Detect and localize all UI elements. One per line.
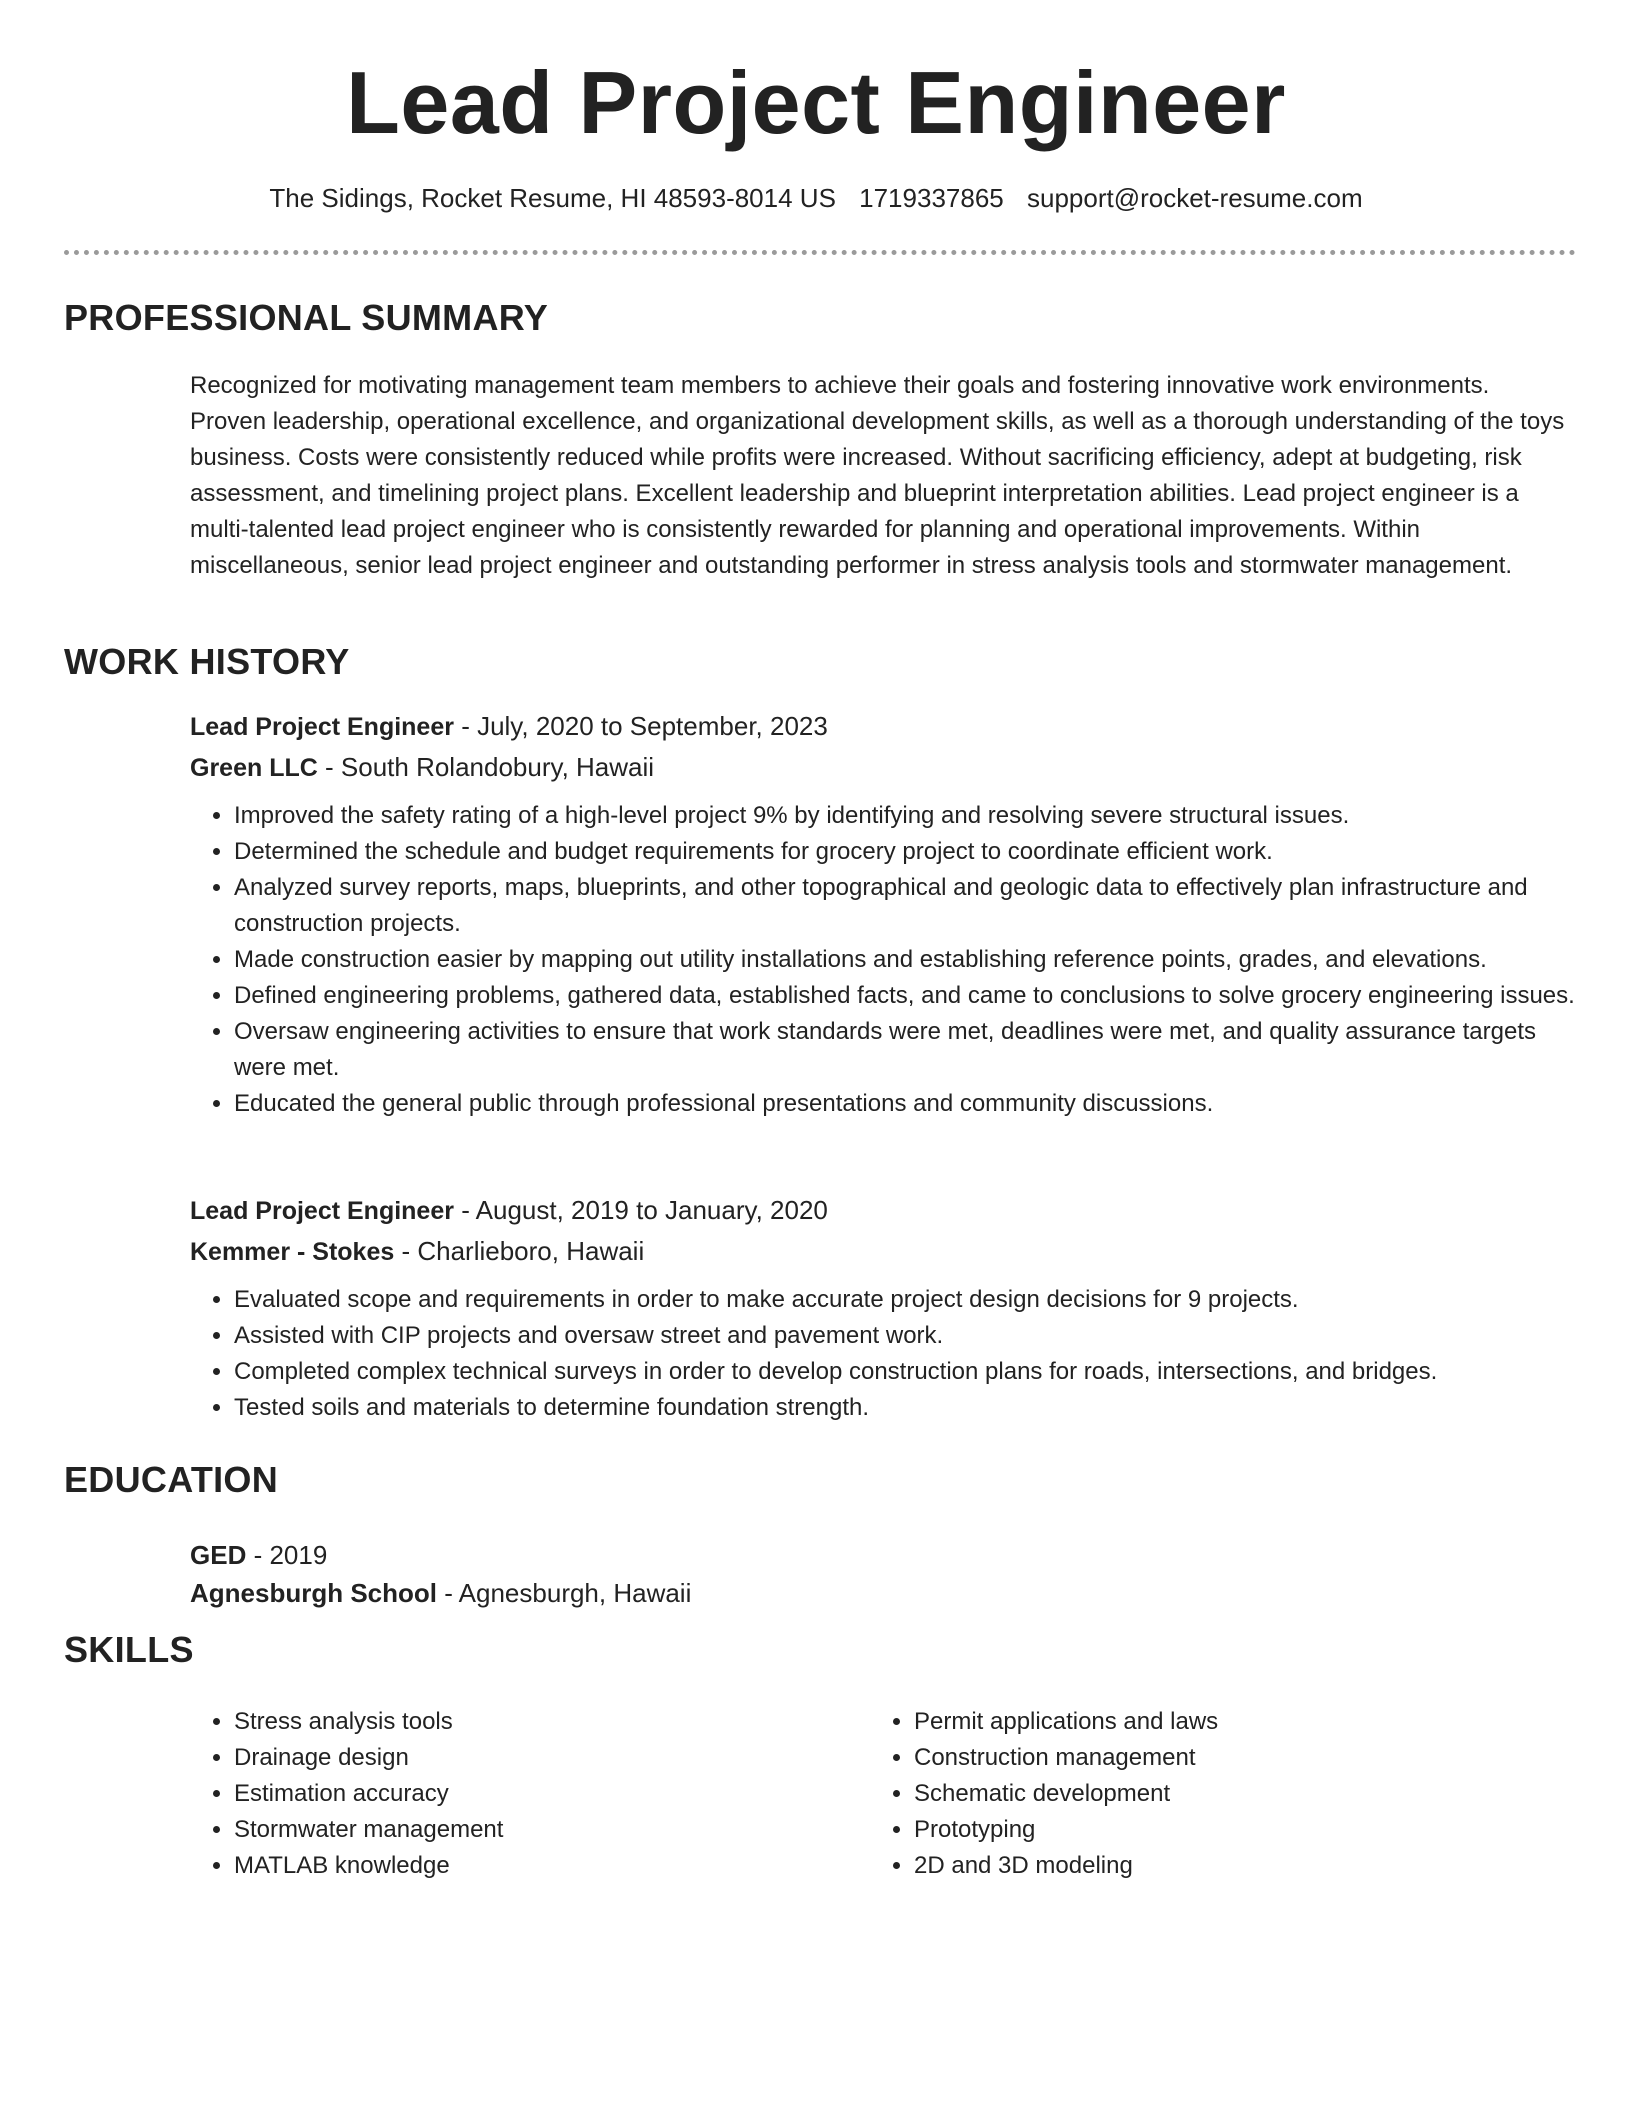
list-item: • Stormwater management [234, 1812, 834, 1848]
education-year: - 2019 [246, 1540, 328, 1570]
list-item: • Improved the safety rating of a high-level project 9% by identifying and resolving severe structural issues. [234, 798, 1580, 834]
list-item: • Made construction easier by mapping out utility installations and establishing reference points, grades, and elevations. [234, 942, 1580, 978]
address: The Sidings, Rocket Resume, HI 48593-8014 US [269, 183, 836, 213]
job-title-line [190, 1190, 1580, 1231]
list-item: • Determined the schedule and budget requirements for grocery project to coordinate efficient work. [234, 834, 1580, 870]
job-entry [190, 1190, 1580, 1426]
list-item: • Defined engineering problems, gathered data, established facts, and came to conclusions to solve grocery engineering issues. [234, 978, 1580, 1014]
contact-line [0, 180, 1632, 216]
education-entry [190, 1536, 1490, 1612]
phone: 1719337865 [859, 183, 1004, 213]
header-divider [64, 250, 1576, 255]
education-school: Agnesburgh School [190, 1578, 437, 1608]
section-title-education: EDUCATION [64, 1459, 279, 1500]
list-item: • Evaluated scope and requirements in order to make accurate project design decisions for 9 projects. [234, 1282, 1580, 1318]
job-entry [190, 706, 1580, 1122]
resume-name: Lead Project Engineer [346, 53, 1286, 152]
list-item: • Construction management [914, 1740, 1514, 1776]
list-item: • Estimation accuracy [234, 1776, 834, 1812]
job-role: Lead Project Engineer [190, 713, 454, 741]
list-item: • 2D and 3D modeling [914, 1848, 1514, 1884]
job-location: - Charlieboro, Hawaii [394, 1236, 645, 1266]
education-school-line [190, 1574, 1490, 1612]
job-title-line [190, 706, 1580, 747]
job-bullets [190, 798, 1580, 1122]
job-company-line [190, 747, 1580, 788]
job-dates: - August, 2019 to January, 2020 [453, 1195, 828, 1225]
education-location: - Agnesburgh, Hawaii [437, 1578, 692, 1608]
job-role: Lead Project Engineer [190, 1197, 454, 1225]
list-item: • Stress analysis tools [234, 1704, 834, 1740]
list-item: • Schematic development [914, 1776, 1514, 1812]
summary-text: Recognized for motivating management team members to achieve their goals and fostering innovative work environments. Proven leadership, operational excellence, and organizational development skills, as well as a thorough understanding of the toys business. Costs were consistently reduced while profits were increased. Without sacrificing efficiency, adept at budgeting, risk assessment, and timelining project plans. Excellent leadership and blueprint interpretation abilities. Lead project engineer is a multi-talented lead project engineer who is consistently rewarded for planning and operational improvements. Within miscellaneous, senior lead project engineer and outstanding performer in stress analysis tools and stormwater management. [190, 372, 1565, 579]
list-item: • Completed complex technical surveys in order to develop construction plans for roads, intersections, and bridges. [234, 1354, 1580, 1390]
education-degree: GED [190, 1540, 247, 1570]
skills-column-right [870, 1704, 1514, 1884]
job-company: Kemmer - Stokes [190, 1238, 395, 1266]
list-item: • Tested soils and materials to determine foundation strength. [234, 1390, 1580, 1426]
job-location: - South Rolandobury, Hawaii [317, 752, 655, 782]
list-item: • Drainage design [234, 1740, 834, 1776]
list-item: • Educated the general public through professional presentations and community discussions. [234, 1086, 1580, 1122]
skills-column-left [190, 1704, 834, 1884]
list-item: • Oversaw engineering activities to ensure that work standards were met, deadlines were met, and quality assurance targets were met. [234, 1014, 1580, 1086]
email[interactable]: support@rocket-resume.com [1026, 183, 1363, 213]
education-degree-line [190, 1536, 1490, 1574]
list-item: • Assisted with CIP projects and oversaw street and pavement work. [234, 1318, 1580, 1354]
job-dates: - July, 2020 to September, 2023 [453, 711, 828, 741]
job-company: Green LLC [190, 754, 318, 782]
section-title-summary: PROFESSIONAL SUMMARY [64, 297, 549, 338]
job-company-line [190, 1231, 1580, 1272]
list-item: • Prototyping [914, 1812, 1514, 1848]
section-title-skills: SKILLS [64, 1629, 194, 1670]
list-item: • Permit applications and laws [914, 1704, 1514, 1740]
section-title-work: WORK HISTORY [64, 641, 350, 682]
list-item: • Analyzed survey reports, maps, blueprints, and other topographical and geologic data to effectively plan infrastructure and construction projects. [234, 870, 1580, 942]
list-item: • MATLAB knowledge [234, 1848, 834, 1884]
job-bullets [190, 1282, 1580, 1426]
